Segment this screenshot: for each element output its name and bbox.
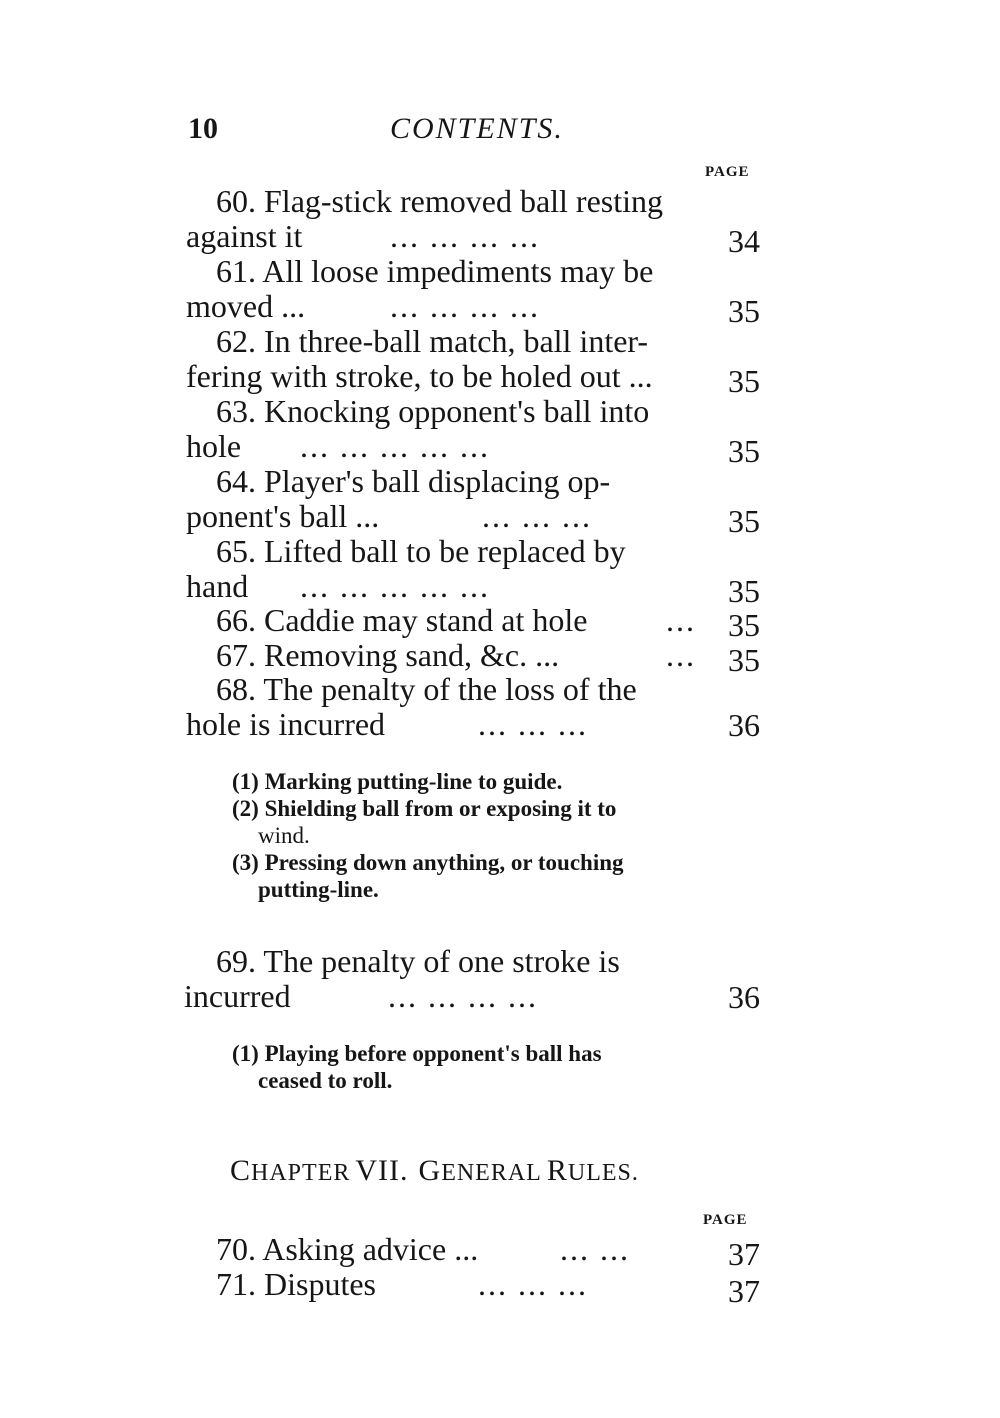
entry-title-cont: ponent's ball ... <box>186 498 380 534</box>
page-ref: 35 <box>728 642 760 678</box>
page-title: CONTENTS. <box>390 112 564 145</box>
dot-leader: ... ... ... ... <box>388 978 538 1014</box>
entry-title: 66. Caddie may stand at hole <box>216 602 588 638</box>
entry-title-cont: against it <box>186 218 303 254</box>
entry-title-cont: moved ... <box>186 288 306 324</box>
entry-title: 62. In three-ball match, ball inter- <box>216 323 649 359</box>
page-column-label: PAGE <box>705 164 750 180</box>
dot-leader: ... ... ... <box>478 706 588 742</box>
entry-title-cont: hole <box>186 428 242 464</box>
dot-leader: ... ... ... ... ... <box>300 568 490 604</box>
dot-leader: ... ... ... ... <box>390 218 540 254</box>
dot-leader: ... ... ... ... ... <box>300 428 490 464</box>
chapter-heading: CHAPTER VII. GENERAL RULES. <box>230 1154 639 1187</box>
entry-title: 60. Flag-stick removed ball resting <box>216 183 664 219</box>
entry-title: 64. Player's ball displacing op- <box>216 463 611 499</box>
page-ref: 36 <box>728 707 760 743</box>
page-ref: 36 <box>728 979 760 1015</box>
subitem-cont: ceased to roll. <box>258 1068 393 1093</box>
page-ref: 35 <box>728 363 760 399</box>
entry-title: 61. All loose impediments may be <box>216 253 654 289</box>
entry-title-cont: hand <box>186 568 249 604</box>
entry-title: 70. Asking advice ... <box>216 1231 479 1267</box>
page-ref: 37 <box>728 1273 760 1309</box>
subitem: (2) Shielding ball from or exposing it to <box>232 796 617 821</box>
page-ref: 35 <box>728 433 760 469</box>
subitem-cont: putting-line. <box>258 877 379 902</box>
dot-leader: ... <box>666 602 696 638</box>
page-ref: 35 <box>728 293 760 329</box>
entry-title-cont: hole is incurred <box>186 706 386 742</box>
subitem-cont: wind. <box>258 823 310 848</box>
entry-title: 67. Removing sand, &c. ... <box>216 637 560 673</box>
entry-title: 63. Knocking opponent's ball into <box>216 393 650 429</box>
entry-title-cont: incurred <box>184 978 291 1014</box>
page-ref: 35 <box>728 573 760 609</box>
dot-leader: ... ... ... ... <box>390 288 540 324</box>
subitem: (1) Marking putting-line to guide. <box>232 769 563 794</box>
page-ref: 37 <box>728 1236 760 1272</box>
entry-title-cont: fering with stroke, to be holed out ... <box>186 358 653 394</box>
page-number: 10 <box>188 112 218 145</box>
dot-leader: ... ... ... <box>482 498 592 534</box>
page-ref: 35 <box>728 503 760 539</box>
page-ref: 35 <box>728 607 760 643</box>
dot-leader: ... <box>666 637 696 673</box>
entry-title: 69. The penalty of one stroke is <box>216 943 620 979</box>
subitem: (3) Pressing down anything, or touching <box>232 850 624 875</box>
dot-leader: ... ... <box>560 1231 630 1267</box>
entry-title: 68. The penalty of the loss of the <box>216 671 637 707</box>
dot-leader: ... ... ... <box>478 1266 588 1302</box>
entry-title: 71. Disputes <box>216 1266 376 1302</box>
entry-title: 65. Lifted ball to be replaced by <box>216 533 626 569</box>
page-column-label-2: PAGE <box>703 1212 748 1228</box>
subitem: (1) Playing before opponent's ball has <box>232 1041 602 1066</box>
page-ref: 34 <box>728 223 760 259</box>
